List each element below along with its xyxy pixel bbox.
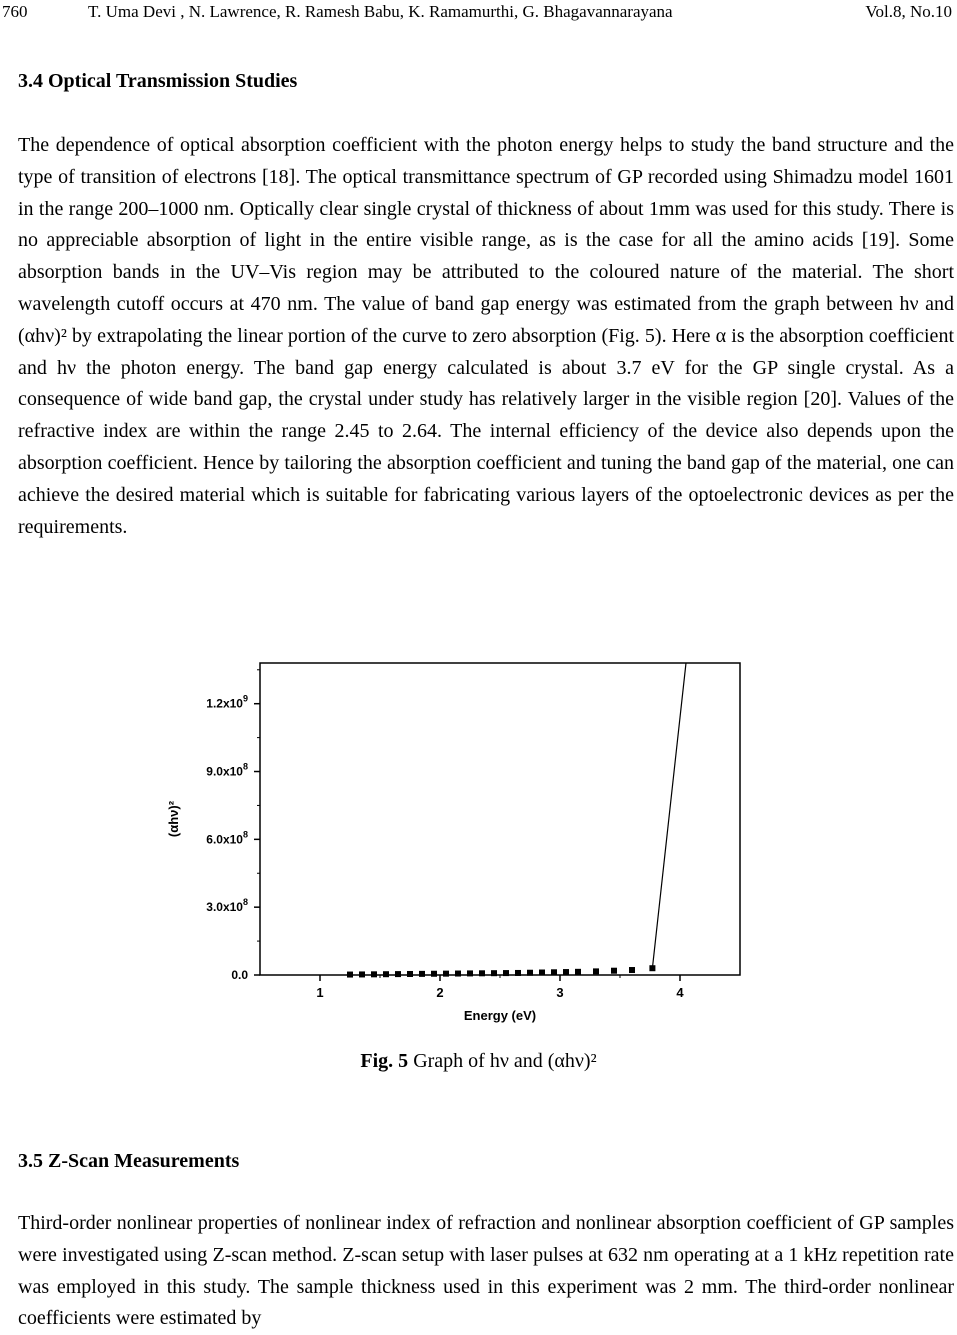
x-tick-label: 4 [676,985,684,1000]
data-point [383,971,389,977]
data-point [479,970,485,976]
data-point [563,969,569,975]
data-point [455,971,461,977]
caption-text: Graph of hν and (αhν)² [408,1050,597,1072]
optical-paragraph: The dependence of optical absorption coefficient with the photon energy helps to study the band structure and the type of transition of electrons [18]. The optical transmittance spectrum of GP recorded using Shimadzu model 1601 in the range 200–1000 nm. Optically clear single crystal of thickness of about 1mm was used for this study. There is no appreciable absorption of light in the entire visible range, as is the case for all the amino acids [19]. Some absorption bands in the UV–Vis region may be attributed to the coloured nature of the material. The short wavelength cutoff occurs at 470 nm. The value of band gap energy was estimated from the graph between hν and (αhν)² by extrapolating the linear portion of the curve to zero absorption (Fig. 5). Here α is the absorption coefficient and hν the photon energy. The band gap energy calculated is about 3.7 eV for the GP single crystal. As a consequence of wide band gap, the crystal under study has relatively larger in the visible region [20]. Values of the refractive index are within the range 2.45 to 2.64. The internal efficiency of the device also depends upon the absorption coefficient. Hence by tailoring the absorption coefficient and tuning the band gap of the material, one can achieve the desired material which is suitable for fabricating various layers of the optoelectronic devices as per the requirements. [18,134,954,538]
y-tick-label: $9.0x10^8$ [206,761,248,779]
figure-caption [0,1050,957,1073]
data-point [649,965,655,971]
data-point [629,967,635,973]
data-point [575,969,581,975]
zscan-paragraph: Third-order nonlinear properties of nonlinear index of refraction and nonlinear absorption coefficient of GP samples were investigated using Z-scan method. Z-scan setup with laser pulses at 632 nm operating at a 1 kHz repetition rate was employed in this study. The sample thickness used in this experiment was 2 mm. The third-order nonlinear coefficients were estimated by [18,1212,954,1330]
y-tick-label: $1.2x10^9$ [206,693,248,711]
running-authors: T. Uma Devi , N. Lawrence, R. Ramesh Babu, K. Ramamurthi, G. Bhagavannarayana [88,2,673,21]
data-point [593,968,599,974]
band-gap-chart [150,655,770,1035]
data-point [395,971,401,977]
section-heading-optical: 3.4 Optical Transmission Studies [18,70,298,92]
y-tick-label: $6.0x10^8$ [206,829,248,847]
data-point [527,970,533,976]
figure-5 [150,655,770,1035]
data-point [611,968,617,974]
x-tick-label: 1 [316,985,324,1000]
volume-info: Vol.8, No.10 [865,2,952,21]
data-point [539,970,545,976]
data-point [503,970,509,976]
data-point [467,970,473,976]
y-tick-label: $3.0x10^8$ [206,897,248,915]
x-tick-label: 2 [436,985,444,1000]
caption-label: Fig. 5 [360,1050,409,1072]
data-point [347,972,353,978]
y-axis-label: (αhν)² [166,800,181,838]
extrapolation-line [652,663,686,968]
data-point [419,971,425,977]
section-heading-zscan: 3.5 Z-Scan Measurements [18,1150,240,1172]
data-point [443,971,449,977]
page-number: 760 [2,2,28,21]
data-point [359,971,365,977]
x-tick-label: 3 [556,985,564,1000]
data-point [491,970,497,976]
data-point [431,971,437,977]
data-point [515,970,521,976]
page-header [0,0,957,30]
data-point [407,971,413,977]
data-point [371,971,377,977]
data-point [551,969,557,975]
plot-frame [260,663,740,975]
y-tick-label: 0.0 [231,968,248,982]
x-axis-label: Energy (eV) [463,1008,537,1023]
